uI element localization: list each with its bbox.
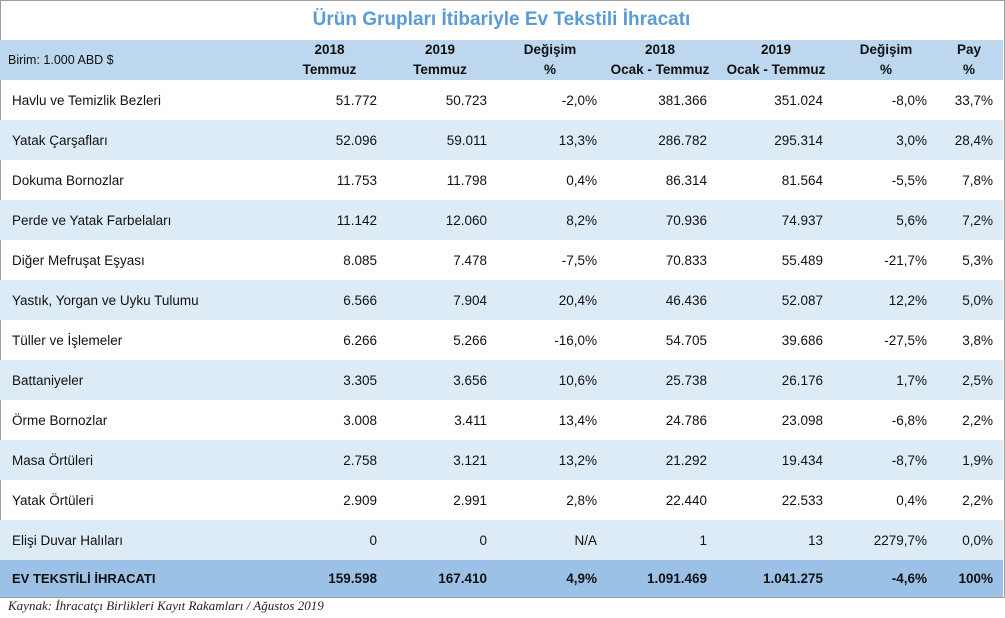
- total-cell: 100%: [958, 571, 993, 586]
- value-cell: 0,4%: [896, 492, 927, 508]
- value-cell: 2.909: [343, 492, 377, 508]
- value-cell: -16,0%: [554, 332, 597, 348]
- product-group-label: Yatak Çarşafları: [12, 132, 108, 148]
- value-cell: 5.266: [453, 332, 487, 348]
- value-cell: 7,8%: [962, 172, 993, 188]
- total-cell: 167.410: [438, 571, 487, 586]
- value-cell: -2,0%: [561, 92, 597, 108]
- product-group-label: Örme Bornozlar: [12, 412, 108, 428]
- value-cell: 52.096: [335, 132, 377, 148]
- table-row: [0, 120, 1003, 160]
- total-label: EV TEKSTİLİ İHRACATI: [12, 571, 156, 586]
- col-header-change-jul: Değişim %: [523, 42, 577, 77]
- value-cell: 11.142: [336, 212, 377, 228]
- value-cell: 25.738: [665, 372, 707, 388]
- product-group-label: Havlu ve Temizlik Bezleri: [12, 92, 162, 108]
- value-cell: 54.705: [665, 332, 707, 348]
- value-cell: -8,7%: [891, 452, 927, 468]
- total-cell: 4,9%: [566, 571, 597, 586]
- value-cell: 7.904: [453, 292, 487, 308]
- value-cell: 5,0%: [962, 292, 993, 308]
- value-cell: 23.098: [781, 412, 823, 428]
- value-cell: 3,0%: [896, 132, 927, 148]
- value-cell: 55.489: [781, 252, 823, 268]
- value-cell: 3,8%: [962, 332, 993, 348]
- value-cell: 2,2%: [962, 412, 993, 428]
- value-cell: 2.991: [453, 492, 487, 508]
- value-cell: 2.758: [343, 452, 377, 468]
- value-cell: -27,5%: [884, 332, 927, 348]
- product-group-label: Yastık, Yorgan ve Uyku Tulumu: [12, 292, 199, 308]
- value-cell: 2,5%: [962, 372, 993, 388]
- value-cell: 39.686: [781, 332, 823, 348]
- value-cell: 8,2%: [566, 212, 597, 228]
- value-cell: 381.366: [658, 92, 707, 108]
- col-header-change-ytd: Değişim %: [859, 42, 913, 77]
- value-cell: 33,7%: [954, 92, 993, 108]
- value-cell: 286.782: [658, 132, 707, 148]
- value-cell: -8,0%: [891, 92, 927, 108]
- value-cell: 19.434: [781, 452, 823, 468]
- col-header-share: Pay %: [956, 42, 982, 77]
- table-title: Ürün Grupları İtibariyle Ev Tekstili İhracatı: [312, 9, 691, 30]
- value-cell: 7,2%: [962, 212, 993, 228]
- value-cell: 6.266: [343, 332, 377, 348]
- product-group-label: Tüller ve İşlemeler: [12, 332, 123, 348]
- value-cell: 28,4%: [954, 132, 993, 148]
- value-cell: 12.060: [445, 212, 487, 228]
- product-group-label: Perde ve Yatak Farbelaları: [12, 212, 172, 228]
- total-cell: 1.091.469: [646, 571, 707, 586]
- value-cell: 11.753: [336, 172, 377, 188]
- value-cell: 13,4%: [558, 412, 597, 428]
- value-cell: 6.566: [343, 292, 377, 308]
- value-cell: 13,2%: [558, 452, 597, 468]
- total-cell: -4,6%: [891, 571, 927, 586]
- table-row: [0, 440, 1003, 480]
- value-cell: 351.024: [774, 92, 823, 108]
- value-cell: 26.176: [781, 372, 823, 388]
- product-group-label: Battaniyeler: [12, 372, 84, 388]
- value-cell: 1,9%: [962, 452, 993, 468]
- value-cell: 5,6%: [896, 212, 927, 228]
- value-cell: 70.833: [665, 252, 707, 268]
- value-cell: 3.411: [454, 412, 487, 428]
- value-cell: 86.314: [665, 172, 707, 188]
- value-cell: 8.085: [343, 252, 377, 268]
- unit-label: Birim: 1.000 ABD $: [8, 53, 114, 67]
- value-cell: 50.723: [445, 92, 487, 108]
- value-cell: 2,2%: [962, 492, 993, 508]
- product-group-label: Elişi Duvar Halıları: [12, 532, 124, 548]
- value-cell: 1: [699, 532, 707, 548]
- value-cell: -7,5%: [561, 252, 597, 268]
- value-cell: 13: [807, 532, 823, 548]
- value-cell: 52.087: [781, 292, 823, 308]
- header-row: [0, 40, 1003, 80]
- value-cell: 10,6%: [558, 372, 597, 388]
- table-row: [0, 480, 1003, 520]
- value-cell: 0,0%: [962, 532, 993, 548]
- value-cell: 21.292: [665, 452, 707, 468]
- value-cell: 20,4%: [558, 292, 597, 308]
- col-header-jan-jul-2018: 2018 Ocak - Temmuz: [610, 42, 710, 77]
- value-cell: 3.656: [453, 372, 487, 388]
- table-row: [0, 80, 1003, 120]
- value-cell: 81.564: [781, 172, 823, 188]
- value-cell: 46.436: [665, 292, 707, 308]
- value-cell: 2279,7%: [873, 532, 927, 548]
- value-cell: 2,8%: [566, 492, 597, 508]
- value-cell: 0: [479, 532, 487, 548]
- value-cell: 51.772: [335, 92, 377, 108]
- source-note: Kaynak: İhracatçı Birlikleri Kayıt Rakamları / Ağustos 2019: [8, 598, 324, 613]
- table-row: [0, 520, 1003, 560]
- export-table: [0, 40, 1003, 597]
- value-cell: -21,7%: [884, 252, 927, 268]
- product-group-label: Diğer Mefruşat Eşyası: [12, 252, 145, 268]
- value-cell: 1,7%: [896, 372, 927, 388]
- value-cell: 59.011: [446, 132, 487, 148]
- value-cell: 295.314: [774, 132, 823, 148]
- total-row: [0, 560, 1003, 597]
- value-cell: N/A: [574, 532, 597, 548]
- table-row: [0, 160, 1003, 200]
- value-cell: -5,5%: [891, 172, 927, 188]
- table-row: [0, 200, 1003, 240]
- value-cell: 70.936: [665, 212, 707, 228]
- product-group-label: Masa Örtüleri: [12, 452, 94, 468]
- value-cell: 0: [369, 532, 377, 548]
- table-row: [0, 400, 1003, 440]
- value-cell: 24.786: [665, 412, 707, 428]
- product-group-label: Dokuma Bornozlar: [12, 172, 124, 188]
- value-cell: 0,4%: [566, 172, 597, 188]
- value-cell: 22.533: [781, 492, 823, 508]
- table-row: [0, 240, 1003, 280]
- value-cell: 22.440: [665, 492, 707, 508]
- table-row: [0, 320, 1003, 360]
- value-cell: 74.937: [781, 212, 823, 228]
- value-cell: 7.478: [453, 252, 487, 268]
- value-cell: 3.121: [453, 452, 487, 468]
- table-row: [0, 280, 1003, 320]
- value-cell: -6,8%: [891, 412, 927, 428]
- value-cell: 3.305: [343, 372, 377, 388]
- value-cell: 12,2%: [888, 292, 927, 308]
- table-row: [0, 360, 1003, 400]
- value-cell: 13,3%: [558, 132, 597, 148]
- col-header-jan-jul-2019: 2019 Ocak - Temmuz: [726, 42, 826, 77]
- value-cell: 11.798: [446, 172, 487, 188]
- product-group-label: Yatak Örtüleri: [12, 492, 94, 508]
- total-cell: 1.041.275: [762, 571, 823, 586]
- value-cell: 5,3%: [962, 252, 993, 268]
- value-cell: 3.008: [343, 412, 377, 428]
- total-cell: 159.598: [328, 571, 377, 586]
- col-header-jul-2019: 2019 Temmuz: [413, 42, 467, 77]
- col-header-jul-2018: 2018 Temmuz: [302, 42, 357, 77]
